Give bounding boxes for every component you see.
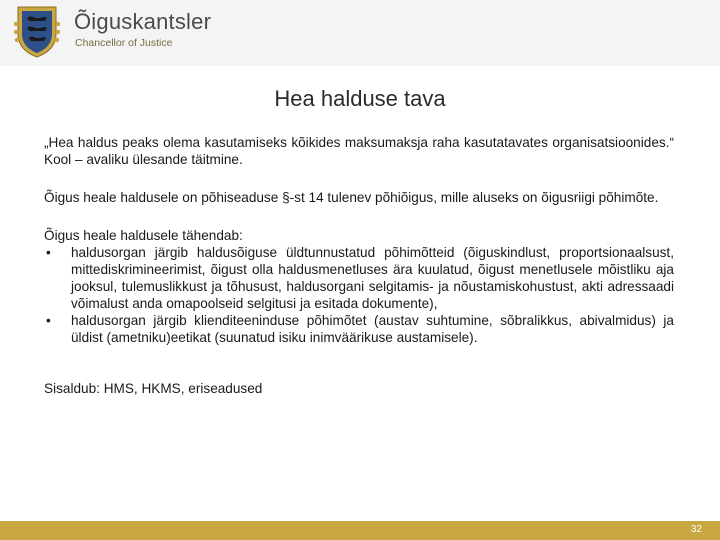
bullet-icon: • (46, 313, 51, 328)
bullet-list (44, 244, 674, 346)
page-number: 32 (690, 524, 702, 535)
quote-paragraph: „Hea haldus peaks olema kasutamiseks kõikides maksumaksja raha kasutatavates organisatsioonides.“ Kool – avaliku ülesande täitmine. (44, 135, 674, 167)
list-item (44, 312, 674, 346)
bullet-icon: • (46, 245, 51, 260)
list-heading: Õigus heale haldusele tähendab: (44, 228, 243, 243)
estonian-coat-of-arms-icon (12, 4, 62, 60)
slide-title: Hea halduse tava (274, 86, 446, 111)
principle-paragraph: Õigus heale haldusele on põhiseaduse §-st 14 tulenev põhiõigus, mille aluseks on õigusriigi põhimõte. (44, 190, 659, 205)
list-item (44, 244, 674, 312)
includes-paragraph: Sisaldub: HMS, HKMS, eriseadused (44, 381, 263, 396)
header-bar (0, 0, 720, 66)
slide-content (44, 134, 674, 397)
brand-name: Õiguskantsler (74, 9, 212, 34)
list-item-text: haldusorgan järgib haldusõiguse üldtunnustatud põhimõtteid (õiguskindlust, proportsionaalsust, mittediskrimineerimist, õigust olla haldusmenetluses ära kuulatud, õigust menetlusele mõistliku aja jooksul, tulemuslikkust ja tõhusust, haldusorgani selgitamis- ja nõustamiskohustust, akti adressaadi võimalust anda omapoolseid selgitusi ja esitada dokumente), (71, 245, 674, 311)
list-item-text: haldusorgan järgib klienditeeninduse põhimõtet (austav suhtumine, sõbralikkus, abivalmidus) ja üldist (ametniku)eetikat (suunatud isiku inimväärikuse austamisele). (71, 313, 674, 345)
footer-bar (0, 521, 720, 540)
brand-subtitle: Chancellor of Justice (75, 37, 173, 49)
